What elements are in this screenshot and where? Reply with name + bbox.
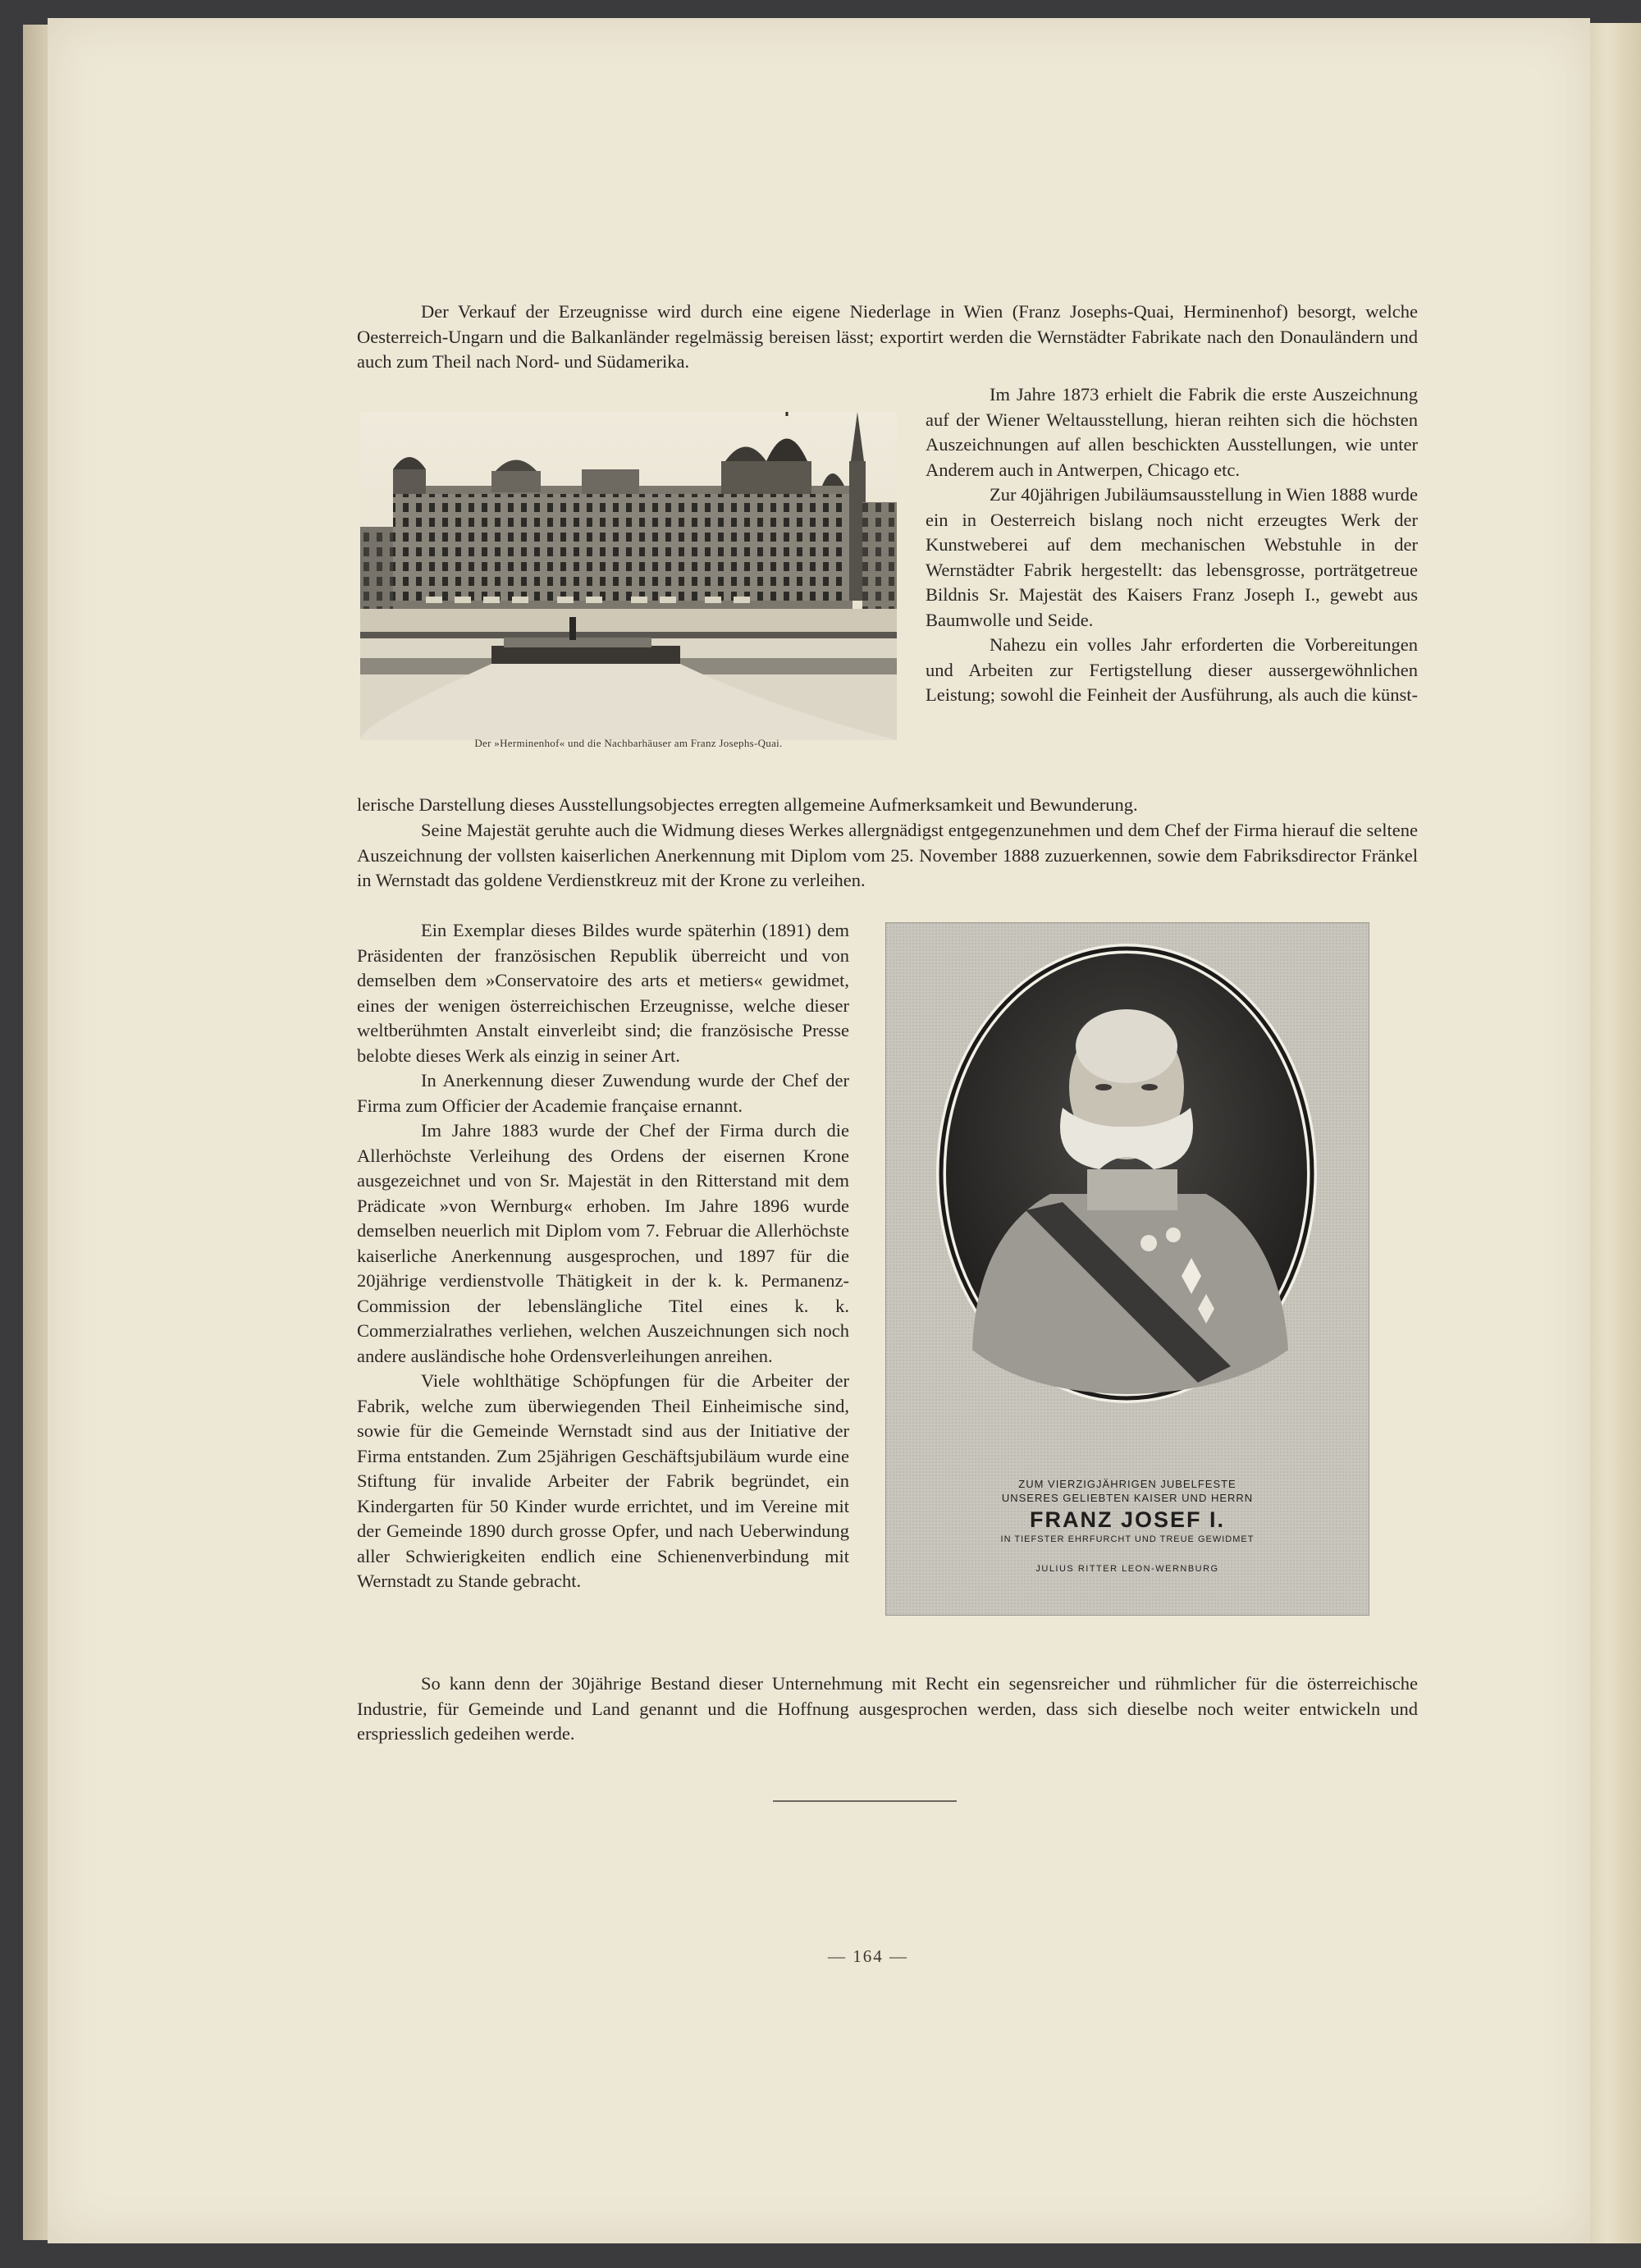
page-number: — 164 — — [828, 1946, 908, 1966]
book-spine — [1582, 23, 1641, 2243]
paragraph-orders: Im Jahre 1883 wurde der Chef der Firma durch die Allerhöchste Verleihung des Ordens der eisernen Krone ausgezeichnet und von Sr. Majestät in den Ritterstand mit dem Prädicate »von Wernburg« erhoben. Im Jahre 1896 wurde demselben neuerlich mit Diplom vom 7. Februar die Allerhöchste kaiserliche Anerkennung ausgesprochen, und 1897 für die 20jährige verdienstvolle Thätigkeit in der k. k. Permanenz-Commission der lebenslängliche Titel eines k. k. Commerzialrathes verliehen, welchen Auszeichnungen sich noch andere ausländische hohe Ordensverleihungen anreihen. — [357, 1120, 849, 1366]
inscription-line-1: ZUM VIERZIGJÄHRIGEN JUBELFESTE — [1018, 1478, 1236, 1490]
herminenhof-photo — [360, 412, 897, 740]
paragraph-majesty: Seine Majestät geruhte auch die Widmung dieses Werkes allergnädigst entgegenzunehmen und dem Chef der Firma hierauf die seltene Auszeichnung der vollsten kaiserlichen Anerkennung mit Diplom vom 25. November 1888 zuzuerkennen, sowie dem Fabriksdirector Fränkel in Wernstadt das goldene Verdienstkreuz mit der Krone zu verleihen. — [357, 820, 1418, 890]
paragraph-sales: Der Verkauf der Erzeugnisse wird durch eine eigene Niederlage in Wien (Franz Josephs-Quai, Herminenhof) besorgt, welche Oesterreich-Ungarn und die Balkanländer regelmässig bereisen lässt; exportirt werden die Wernstädter Fabrikate nach den Donauländern und auch zum Theil nach Nord- und Südamerika. — [357, 301, 1418, 372]
book-page — [48, 18, 1590, 2243]
right-column-top — [926, 382, 1418, 708]
inscription-name: FRANZ JOSEF I. — [1029, 1507, 1225, 1532]
left-column-bottom — [357, 918, 849, 1594]
end-rule — [773, 1800, 957, 1802]
inscription-signature: JULIUS RITTER LEON-WERNBURG — [1035, 1564, 1219, 1574]
figure-herminenhof — [360, 412, 897, 740]
paragraph-welfare: Viele wohlthätige Schöpfungen für die Arbeiter der Fabrik, welche zum überwiegenden Theil Einheimische sind, sowie für die Gemeinde Wernstadt sind aus der Initiative der Firma entstanden. Zum 25jährigen Geschäftsjubiläum wurde eine Stiftung für invalide Arbeiter der Fabrik begründet, ein Kindergarten für 50 Kinder wurde errichtet, und im Vereine mit der Gemeinde 1890 durch grosse Opfer, und nach Ueberwindung aller Schwierigkeiten endlich eine Schienenverbindung mit Wernstadt zu Stande gebracht. — [357, 1370, 849, 1591]
paragraph-jubilee: Zur 40jährigen Jubiläumsausstellung in Wien 1888 wurde ein in Oesterreich bislang noch nicht erzeugtes Werk der Kunstweberei auf dem mechanischen Webstuhle in der Wernstädter Fabrik hergestellt: das lebensgrosse, porträtgetreue Bildnis Sr. Majestät des Kaisers Franz Joseph I., gewebt aus Baumwolle und Seide. — [926, 484, 1418, 630]
portrait-inscription — [886, 1475, 1369, 1574]
paragraph-academie: In Anerkennung dieser Zuwendung wurde der Chef der Firma zum Officier der Academie française ernannt. — [357, 1070, 849, 1116]
paragraph-preparation-end: lerische Darstellung dieses Ausstellungsobjectes erregten allgemeine Aufmerksamkeit und Bewunderung. — [357, 794, 1138, 815]
inscription-line-3: IN TIEFSTER EHRFURCHT UND TREUE GEWIDMET — [1000, 1534, 1255, 1544]
figure-herminenhof-caption: Der »Herminenhof« und die Nachbarhäuser am Franz Josephs-Quai. — [474, 737, 783, 749]
inscription-line-2: UNSERES GELIEBTEN KAISER UND HERRN — [1001, 1492, 1254, 1504]
figure-portrait — [885, 922, 1369, 1616]
paragraph-awards: Im Jahre 1873 erhielt die Fabrik die erste Auszeichnung auf der Wiener Weltausstellung, hieran reihten sich die höchsten Auszeichnungen auf allen beschickten Ausstellungen, wie unter Anderem auch in Antwerpen, Chicago etc. — [926, 384, 1418, 480]
paragraph-closing: So kann denn der 30jährige Bestand dieser Unternehmung mit Recht ein segensreicher und rühmlicher für die österreichische Industrie, für Gemeinde und Land genannt und die Hoffnung ausgesprochen werden, dass sich dieselbe noch weiter entwickeln und erspriesslich gedeihen werde. — [357, 1673, 1418, 1744]
paragraph-exemplar: Ein Exemplar dieses Bildes wurde späterhin (1891) dem Präsidenten der französischen Republik überreicht und von demselben dem »Conservatoire des arts et metiers« gewidmet, eines der wenigen österreichischen Erzeugnisse, welche dieser weltberühmten Anstalt einverleibt sind; die französische Presse belobte dieses Werk als einzig in seiner Art. — [357, 920, 849, 1066]
paragraph-preparation: Nahezu ein volles Jahr erforderten die Vorbereitungen und Arbeiten zur Fertigstellung dieser aussergewöhnlichen Leistung; sowohl die Feinheit der Ausführung, als auch die künst- — [926, 634, 1418, 705]
